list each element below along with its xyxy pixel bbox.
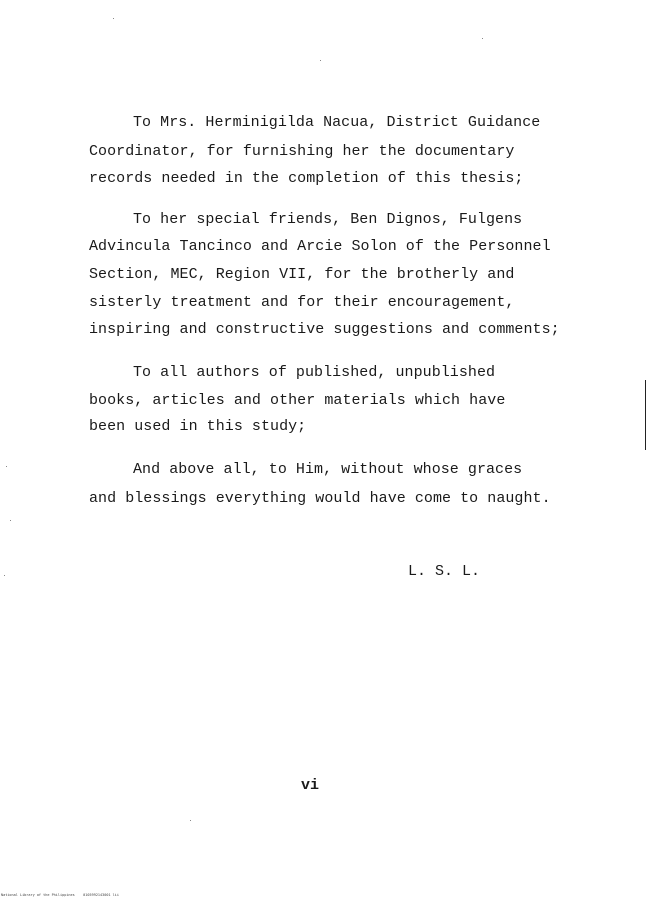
paragraph-3-line-1: To all authors of published, unpublished (133, 364, 496, 381)
scan-speck (190, 820, 191, 821)
paragraph-2-line-5: inspiring and constructive suggestions and comments; (89, 321, 560, 338)
paragraph-3-line-2: books, articles and other materials which have (89, 392, 506, 409)
scan-speck (482, 38, 483, 39)
page-number: vi (301, 777, 320, 794)
scan-edge-line (645, 380, 646, 450)
paragraph-2-line-3: Section, MEC, Region VII, for the brotherly and (89, 266, 515, 283)
paragraph-1-line-3: records needed in the completion of this thesis; (89, 170, 524, 187)
scan-speck (6, 466, 7, 467)
author-initials: L. S. L. (408, 563, 481, 580)
paragraph-2-line-2: Advincula Tancinco and Arcie Solon of the Personnel (89, 238, 551, 255)
scan-speck (4, 575, 5, 576)
paragraph-1-line-1: To Mrs. Herminigilda Nacua, District Guidance (133, 114, 541, 131)
paragraph-4-line-1: And above all, to Him, without whose graces (133, 461, 523, 478)
paragraph-2-line-1: To her special friends, Ben Dignos, Fulgens (133, 211, 523, 228)
paragraph-4-line-2: and blessings everything would have come to naught. (89, 490, 551, 507)
paragraph-1-line-2: Coordinator, for furnishing her the documentary (89, 143, 515, 160)
scan-speck (10, 520, 11, 521)
scan-speck (113, 18, 114, 19)
paragraph-2-line-4: sisterly treatment and for their encouragement, (89, 294, 515, 311)
paragraph-3-line-3: been used in this study; (89, 418, 307, 435)
scan-speck (320, 60, 321, 61)
library-footer-stamp: National Library of the Philippines 0105992143001 lii (1, 893, 120, 897)
